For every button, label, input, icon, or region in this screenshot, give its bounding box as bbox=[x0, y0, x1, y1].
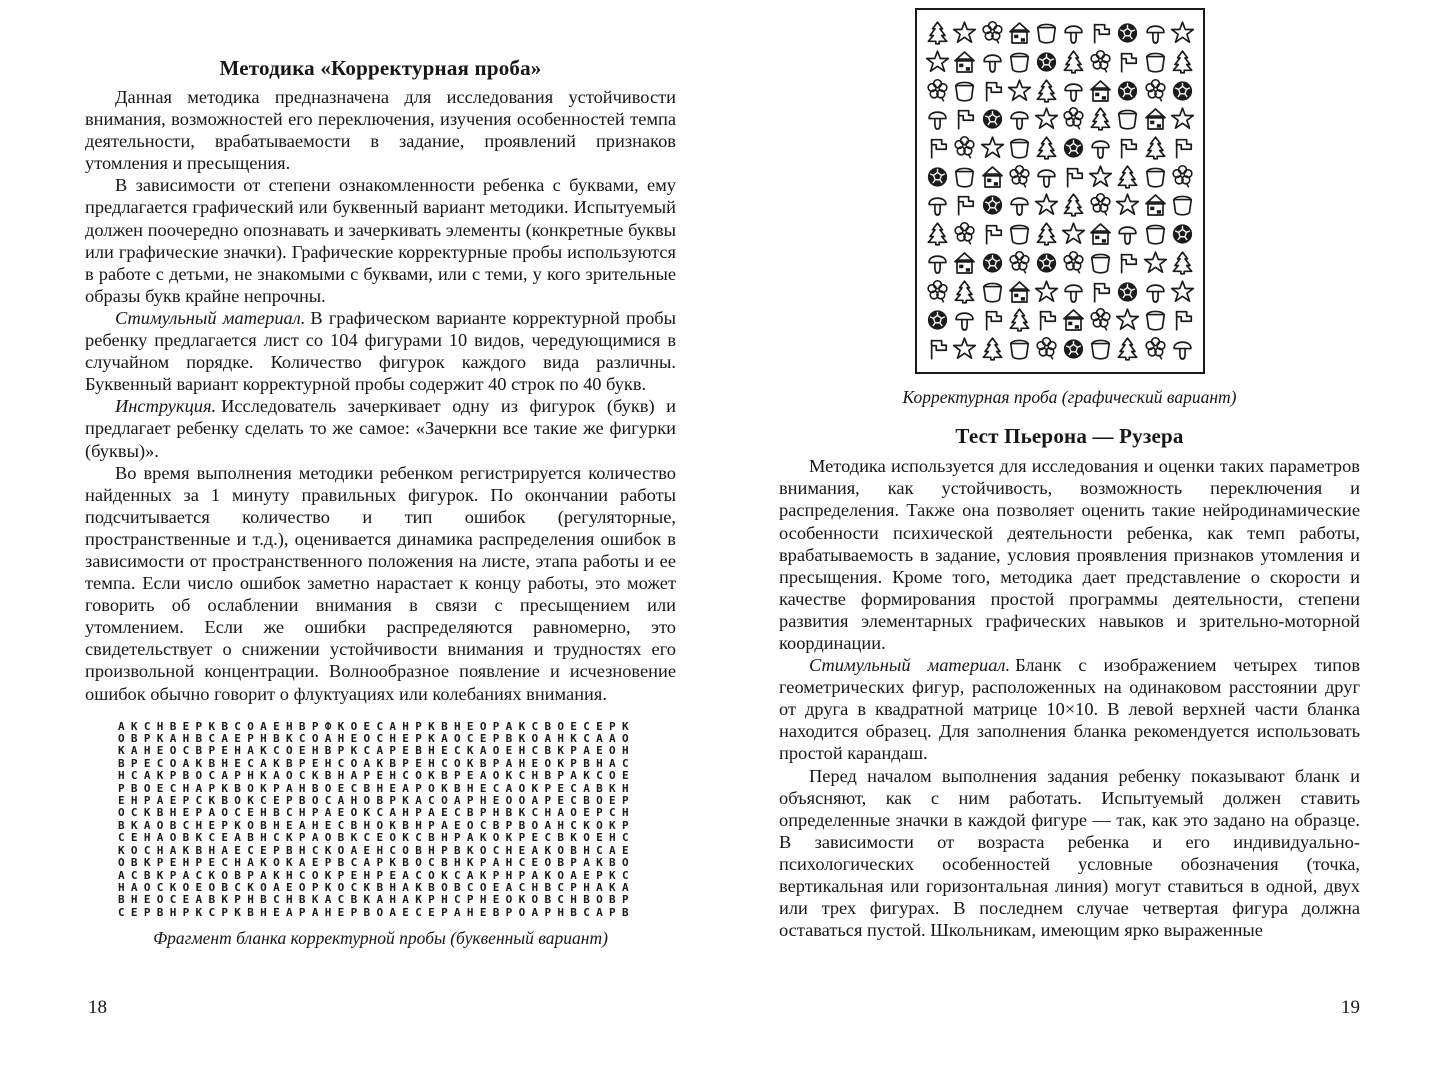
paragraph-lead: Стимульный материал. bbox=[115, 307, 306, 328]
ball-icon bbox=[1060, 335, 1087, 364]
flag-icon bbox=[1114, 249, 1141, 278]
paragraph-lead: Инструкция. bbox=[115, 396, 217, 417]
flag-icon bbox=[1169, 306, 1196, 335]
paragraph-text: Во время выполнения методики ребенком регистрируется количество найденных за 1 минуту правильных фигурок. По окончании работы подсчитывается количество и тип ошибок (регуляторные, пространственные и т.д.), оценивается динамика распределения ошибок в зависимости от пространственного положения на листе, этапа работы и ее темпа. Если число ошибок заметно нарастает к концу работы, это может говорить об ослаблении внимания в связи с пресыщением или утомлением. Если же ошибки распределяются равномерно, это свидетельствует о снижении устойчивости внимания и трудностях его произвольной концентрации. Волнообразное появление и исчезновение ошибок обычно говорит о флуктуациях или колебаниях внимания. bbox=[85, 462, 676, 704]
matrix-row: ВРЕСОАКВНЕСАКВРЕНСОАКВРЕНСОКВРАНЕОКРВНАС bbox=[118, 756, 635, 770]
flower-icon bbox=[951, 220, 978, 249]
house-icon bbox=[1142, 191, 1169, 220]
bucket-icon bbox=[1006, 220, 1033, 249]
tree-icon bbox=[1033, 220, 1060, 249]
flag-icon bbox=[978, 306, 1005, 335]
house-icon bbox=[1087, 220, 1114, 249]
figure-grid bbox=[915, 8, 1205, 374]
paragraph-text: Методика используется для исследования и оценки таких параметров внимания, как устойчивость, возможность переключения и распределения. Также она позволяет оценить такие нейродинамические особенности психической деятельности ребенка, как темп работы, врабатываемость в задание, условия проявления признаков утомления и пресыщения. Кроме того, методика дает представление о скорости и качестве формирования простой программы деятельности, степени развития элементарных графических навыков и зрительно-моторной координации. bbox=[779, 456, 1360, 653]
bucket-icon bbox=[1169, 191, 1196, 220]
tree-icon bbox=[1087, 105, 1114, 134]
star-icon bbox=[1060, 220, 1087, 249]
matrix-caption: Фрагмент бланка корректурной пробы (буквенный вариант) bbox=[153, 928, 608, 949]
flag-icon bbox=[1169, 134, 1196, 163]
house-icon bbox=[1060, 306, 1087, 335]
house-icon bbox=[1006, 277, 1033, 306]
mushroom-icon bbox=[1060, 277, 1087, 306]
flag-icon bbox=[1033, 306, 1060, 335]
flower-icon bbox=[1087, 306, 1114, 335]
flag-icon bbox=[978, 76, 1005, 105]
body-paragraph bbox=[85, 462, 676, 705]
mushroom-icon bbox=[1033, 162, 1060, 191]
star-icon bbox=[1169, 105, 1196, 134]
matrix-row: ЕНРАЕРСКВОКСЕРВОСАНОВРКАСОАРНЕООАРЕСВОЕР bbox=[118, 794, 635, 808]
ball-icon bbox=[1114, 19, 1141, 48]
tree-icon bbox=[951, 277, 978, 306]
bucket-icon bbox=[1114, 105, 1141, 134]
matrix-row: КОСНАКВНАЕСЕРВНСКОАЕНСОВНРВКОСНЕАКОВНСАЕ bbox=[118, 843, 635, 857]
bucket-icon bbox=[1142, 220, 1169, 249]
ball-icon bbox=[924, 306, 951, 335]
body-paragraph bbox=[85, 86, 676, 174]
bucket-icon bbox=[951, 162, 978, 191]
bucket-icon bbox=[1006, 335, 1033, 364]
ball-icon bbox=[1169, 76, 1196, 105]
tree-icon bbox=[1033, 134, 1060, 163]
paragraph-text: В графическом варианте корректурной пробы ребенку предлагается лист со 104 фигурами 10 видов, чередующимися в случайном порядке. Количество фигурок каждого вида различны. Буквенный вариант корректурной пробы содержит 40 строк по 40 букв. bbox=[85, 307, 676, 395]
house-icon bbox=[978, 162, 1005, 191]
flag-icon bbox=[924, 134, 951, 163]
flower-icon bbox=[1060, 249, 1087, 278]
mushroom-icon bbox=[924, 105, 951, 134]
flower-icon bbox=[951, 134, 978, 163]
page-right bbox=[779, 0, 1360, 1080]
body-paragraph bbox=[779, 765, 1360, 942]
star-icon bbox=[1033, 105, 1060, 134]
ball-icon bbox=[978, 191, 1005, 220]
mushroom-icon bbox=[924, 249, 951, 278]
flower-icon bbox=[1142, 76, 1169, 105]
matrix-row: РВОЕСНАРКВОКРАНВОЕСВНЕАРОКВНЕСАОКРЕСАВКН bbox=[118, 781, 635, 795]
house-icon bbox=[1006, 19, 1033, 48]
flag-icon bbox=[924, 335, 951, 364]
flower-icon bbox=[924, 76, 951, 105]
ball-icon bbox=[978, 105, 1005, 134]
flower-icon bbox=[1006, 249, 1033, 278]
matrix-row: АСВКРАСКОВРАКНСОКРЕНРЕАСОКСАКРНРАКОАЕРКС bbox=[118, 868, 635, 882]
matrix-row: КАНЕОСВРЕНАКСОЕНВРКСАРЕВНЕСКАОЕНСВКРАЕОН bbox=[118, 744, 635, 758]
ball-icon bbox=[1114, 76, 1141, 105]
mushroom-icon bbox=[1060, 19, 1087, 48]
matrix-row: СЕРВНРКСРКВНЕАРАНЕРВОАЕСЕРАНЕВРОАРНВСАРВ bbox=[118, 905, 635, 919]
star-icon bbox=[1087, 162, 1114, 191]
ball-icon bbox=[1033, 249, 1060, 278]
body-paragraph bbox=[85, 174, 676, 307]
ball-icon bbox=[924, 162, 951, 191]
mushroom-icon bbox=[1142, 19, 1169, 48]
paragraph-text: Перед началом выполнения задания ребенку показывают бланк и объясняют, как с ним работать. Испытуемый должен ставить определенные значки в каждой фигуре — так, как это задано на образце. В зависимости от возраста ребенка и его индивидуально-психологических особенностей условные обозначения (точка, вертикальная или горизонтальная линия) могут ставиться в одной, двух или трех фигурах. В последнем случае четвертая фигура должна оставаться пустой. Школьникам, имеющим ярко выраженные bbox=[779, 765, 1360, 941]
matrix-row: ВНЕОСЕАВКРНВСНВКАСВКАНАКРНСРНЕОКОВСНВОВР bbox=[118, 893, 635, 907]
flower-icon bbox=[924, 277, 951, 306]
body-paragraph bbox=[85, 395, 676, 461]
bucket-icon bbox=[1142, 48, 1169, 77]
star-icon bbox=[1114, 306, 1141, 335]
paragraph-text: Бланк с изображением четырех типов геометрических фигур, расположенных на одинаковом расстоянии друг от друга в квадратной матрице 10×10. В левой верхней части бланка находится образец. Для заполнения бланка рекомендуется использовать простой карандаш. bbox=[779, 655, 1360, 764]
mushroom-icon bbox=[1114, 220, 1141, 249]
body-paragraph bbox=[779, 455, 1360, 654]
ball-icon bbox=[1033, 48, 1060, 77]
flag-icon bbox=[978, 220, 1005, 249]
paragraph-text: Исследователь зачеркивает одну из фигурок (букв) и предлагает ребенку сделать то же самое: «Зачеркни все такие же фигурки (буквы)». bbox=[85, 396, 676, 461]
mushroom-icon bbox=[1006, 105, 1033, 134]
matrix-row: СЕНАОВКСЕАВНСКРАОВКСЕОКСВНРАКОКРЕСВКОЕНС bbox=[118, 831, 635, 845]
letter-matrix bbox=[118, 721, 676, 920]
tree-icon bbox=[924, 220, 951, 249]
house-icon bbox=[1142, 105, 1169, 134]
star-icon bbox=[924, 48, 951, 77]
bucket-icon bbox=[1087, 249, 1114, 278]
tree-icon bbox=[1033, 76, 1060, 105]
ball-icon bbox=[1114, 277, 1141, 306]
bucket-icon bbox=[951, 76, 978, 105]
star-icon bbox=[1006, 76, 1033, 105]
tree-icon bbox=[1060, 48, 1087, 77]
tree-icon bbox=[978, 335, 1005, 364]
figure-caption: Корректурная проба (графический вариант) bbox=[902, 387, 1237, 408]
matrix-row: ВКАОВСНЕРКОВНЕАНЕСВНОКВНРАЕОСВРВОАНСКОКР bbox=[118, 818, 635, 832]
mushroom-icon bbox=[1142, 277, 1169, 306]
tree-icon bbox=[1169, 48, 1196, 77]
bucket-icon bbox=[978, 277, 1005, 306]
star-icon bbox=[978, 134, 1005, 163]
star-icon bbox=[951, 19, 978, 48]
tree-icon bbox=[1142, 134, 1169, 163]
flag-icon bbox=[1114, 48, 1141, 77]
bucket-icon bbox=[1006, 48, 1033, 77]
flower-icon bbox=[1006, 162, 1033, 191]
paragraph-text: Данная методика предназначена для исследования устойчивости внимания, возможностей его переключения, изучения особенностей темпа деятельности, врабатываемости в задание, проявлений признаков утомления и пресыщения. bbox=[85, 87, 676, 174]
star-icon bbox=[1033, 277, 1060, 306]
flower-icon bbox=[1033, 335, 1060, 364]
star-icon bbox=[1169, 19, 1196, 48]
tree-icon bbox=[1114, 162, 1141, 191]
mushroom-icon bbox=[1169, 335, 1196, 364]
flower-icon bbox=[1087, 48, 1114, 77]
bucket-icon bbox=[1033, 19, 1060, 48]
flower-icon bbox=[1060, 105, 1087, 134]
ball-icon bbox=[978, 249, 1005, 278]
tree-icon bbox=[1060, 191, 1087, 220]
matrix-row: ОСКВНЕРАОСЕНВСНРАЕОКСАНРАЕСВРНВКСНАОЕРСН bbox=[118, 806, 635, 820]
star-icon bbox=[1142, 249, 1169, 278]
flower-icon bbox=[1169, 162, 1196, 191]
star-icon bbox=[951, 335, 978, 364]
mushroom-icon bbox=[1060, 76, 1087, 105]
star-icon bbox=[1169, 277, 1196, 306]
ball-icon bbox=[1169, 220, 1196, 249]
page-number-left: 18 bbox=[88, 997, 107, 1018]
matrix-row: ОВКРЕНРЕСНАКОКАЕРВСАРКВОСВНКРАНСЕОВРАКВО bbox=[118, 856, 635, 870]
bucket-icon bbox=[1142, 162, 1169, 191]
ball-icon bbox=[1060, 134, 1087, 163]
matrix-row: НСАКРВОСАРНКАОСКВНАРЕНСОКВРЕАОКСНВРАКСОЕ bbox=[118, 769, 635, 783]
bucket-icon bbox=[1006, 134, 1033, 163]
flag-icon bbox=[1114, 134, 1141, 163]
flower-icon bbox=[1142, 335, 1169, 364]
star-icon bbox=[1033, 191, 1060, 220]
body-paragraph bbox=[779, 654, 1360, 764]
tree-icon bbox=[924, 19, 951, 48]
star-icon bbox=[1114, 191, 1141, 220]
mushroom-icon bbox=[1087, 134, 1114, 163]
mushroom-icon bbox=[951, 306, 978, 335]
flower-icon bbox=[978, 19, 1005, 48]
mushroom-icon bbox=[978, 48, 1005, 77]
body-paragraph bbox=[85, 307, 676, 395]
matrix-row: НАОСКОЕОВСКОАЕОРКОСКВНАКВОВСОЕАСНВСРНАКА bbox=[118, 880, 635, 894]
paragraph-text: В зависимости от степени ознакомленности ребенка с буквами, ему предлагается графический или буквенный вариант методики. Испытуемый должен поочередно опознавать и зачеркивать элементы (конкретные буквы или графические значки). Графические корректурные пробы используются в работе с детьми, не знакомыми с буквами, или с теми, у кого зрительные образы букв крайне непрочны. bbox=[85, 175, 676, 306]
matrix-row: ОВРКАНВСАЕРНВКСОАНЕОСНЕРКАОСЕРВКОАНКСААО bbox=[118, 732, 635, 746]
tree-icon bbox=[1114, 335, 1141, 364]
left-section-title: Методика «Корректурная проба» bbox=[219, 56, 542, 80]
house-icon bbox=[951, 48, 978, 77]
right-section-title: Тест Пьерона — Рузера bbox=[955, 424, 1184, 449]
mushroom-icon bbox=[924, 191, 951, 220]
matrix-row: АКСНВЕРКВСОАЕНВРФКОЕСАНРКВНЕОРАКСВОЕСЕРК bbox=[118, 719, 635, 733]
paragraph-lead: Стимульный материал. bbox=[809, 655, 1011, 676]
flag-icon bbox=[1087, 19, 1114, 48]
tree-icon bbox=[1006, 306, 1033, 335]
flag-icon bbox=[951, 191, 978, 220]
flag-icon bbox=[1060, 162, 1087, 191]
mushroom-icon bbox=[1006, 191, 1033, 220]
bucket-icon bbox=[1142, 306, 1169, 335]
bucket-icon bbox=[1087, 335, 1114, 364]
house-icon bbox=[1087, 76, 1114, 105]
page-left bbox=[85, 0, 676, 1080]
house-icon bbox=[951, 249, 978, 278]
page-number-right: 19 bbox=[1341, 997, 1360, 1018]
flag-icon bbox=[1087, 277, 1114, 306]
flower-icon bbox=[1087, 191, 1114, 220]
tree-icon bbox=[1169, 249, 1196, 278]
flag-icon bbox=[951, 105, 978, 134]
